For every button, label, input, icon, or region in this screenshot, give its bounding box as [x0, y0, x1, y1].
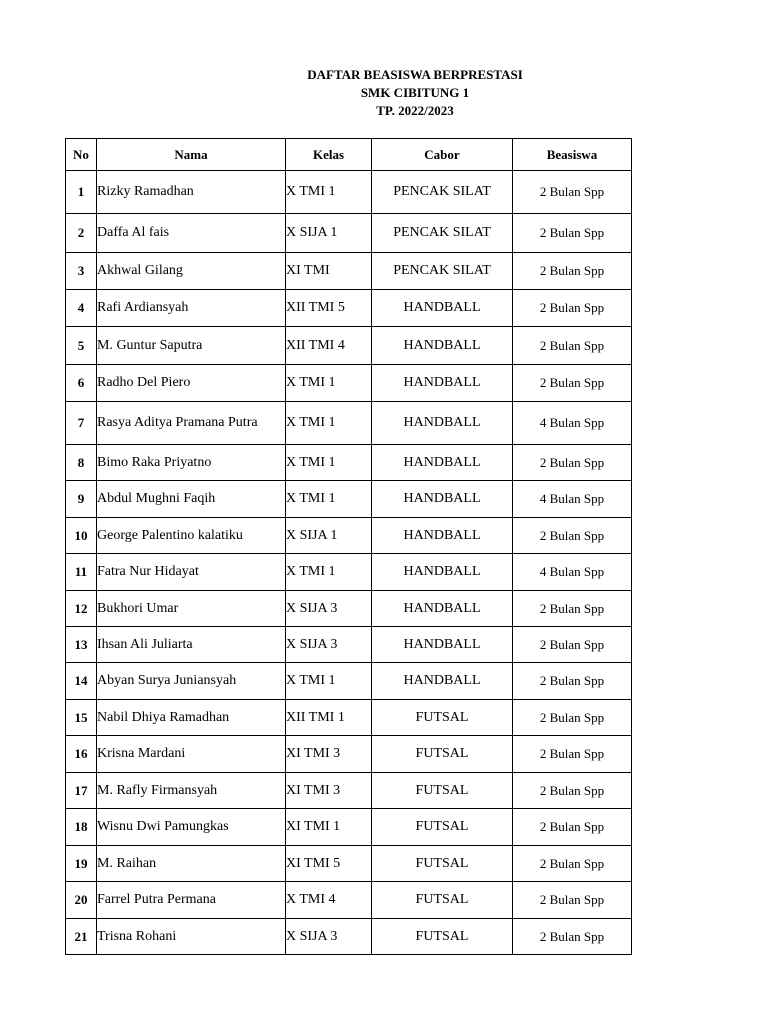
cell-beasiswa: 4 Bulan Spp	[513, 402, 632, 445]
cell-cabor: HANDBALL	[372, 554, 513, 591]
table-row	[66, 290, 632, 327]
cell-no: 15	[66, 700, 97, 736]
cell-cabor: HANDBALL	[372, 481, 513, 518]
cell-beasiswa: 2 Bulan Spp	[513, 919, 632, 955]
cell-nama: Wisnu Dwi Pamungkas	[97, 809, 286, 846]
cell-beasiswa: 2 Bulan Spp	[513, 365, 632, 402]
cell-no: 19	[66, 846, 97, 882]
cell-beasiswa: 2 Bulan Spp	[513, 214, 632, 253]
cell-no: 1	[66, 171, 97, 214]
cell-beasiswa: 2 Bulan Spp	[513, 253, 632, 290]
cell-beasiswa: 2 Bulan Spp	[513, 663, 632, 700]
table-row	[66, 214, 632, 253]
cell-no: 12	[66, 591, 97, 627]
table-row	[66, 402, 632, 445]
table-row	[66, 171, 632, 214]
cell-kelas: X TMI 1	[286, 171, 372, 214]
cell-cabor: FUTSAL	[372, 846, 513, 882]
cell-nama: Krisna Mardani	[97, 736, 286, 773]
cell-beasiswa: 4 Bulan Spp	[513, 481, 632, 518]
table-row	[66, 700, 632, 736]
cell-cabor: FUTSAL	[372, 919, 513, 955]
cell-beasiswa: 2 Bulan Spp	[513, 773, 632, 809]
cell-kelas: XII TMI 5	[286, 290, 372, 327]
cell-beasiswa: 2 Bulan Spp	[513, 846, 632, 882]
header-kelas: Kelas	[286, 139, 372, 171]
cell-kelas: XI TMI 3	[286, 736, 372, 773]
cell-nama: Akhwal Gilang	[97, 253, 286, 290]
cell-no: 9	[66, 481, 97, 518]
cell-no: 16	[66, 736, 97, 773]
cell-cabor: HANDBALL	[372, 290, 513, 327]
cell-nama: Trisna Rohani	[97, 919, 286, 955]
cell-nama: Rasya Aditya Pramana Putra	[97, 402, 286, 445]
cell-kelas: X SIJA 1	[286, 518, 372, 554]
cell-no: 13	[66, 627, 97, 663]
cell-cabor: FUTSAL	[372, 809, 513, 846]
cell-no: 6	[66, 365, 97, 402]
cell-no: 7	[66, 402, 97, 445]
table-body	[66, 171, 632, 955]
cell-nama: M. Guntur Saputra	[97, 327, 286, 365]
cell-cabor: HANDBALL	[372, 402, 513, 445]
cell-cabor: PENCAK SILAT	[372, 214, 513, 253]
cell-nama: Nabil Dhiya Ramadhan	[97, 700, 286, 736]
table-row	[66, 327, 632, 365]
cell-kelas: X TMI 1	[286, 554, 372, 591]
school-name: SMK CIBITUNG 1	[360, 85, 470, 100]
cell-beasiswa: 2 Bulan Spp	[513, 171, 632, 214]
cell-no: 10	[66, 518, 97, 554]
cell-no: 11	[66, 554, 97, 591]
cell-nama: Abyan Surya Juniansyah	[97, 663, 286, 700]
cell-beasiswa: 2 Bulan Spp	[513, 445, 632, 481]
cell-nama: Rizky Ramadhan	[97, 171, 286, 214]
table-row	[66, 253, 632, 290]
cell-no: 3	[66, 253, 97, 290]
cell-cabor: FUTSAL	[372, 736, 513, 773]
cell-cabor: FUTSAL	[372, 882, 513, 919]
cell-kelas: X TMI 1	[286, 445, 372, 481]
cell-no: 21	[66, 919, 97, 955]
table-row	[66, 554, 632, 591]
cell-nama: M. Raihan	[97, 846, 286, 882]
cell-kelas: XI TMI 5	[286, 846, 372, 882]
cell-nama: George Palentino kalatiku	[97, 518, 286, 554]
cell-cabor: HANDBALL	[372, 327, 513, 365]
cell-nama: M. Rafly Firmansyah	[97, 773, 286, 809]
cell-kelas: X SIJA 3	[286, 627, 372, 663]
table-row	[66, 445, 632, 481]
cell-kelas: X TMI 1	[286, 663, 372, 700]
cell-kelas: XI TMI	[286, 253, 372, 290]
table-row	[66, 736, 632, 773]
cell-beasiswa: 2 Bulan Spp	[513, 700, 632, 736]
cell-beasiswa: 2 Bulan Spp	[513, 591, 632, 627]
table-row	[66, 882, 632, 919]
cell-nama: Fatra Nur Hidayat	[97, 554, 286, 591]
cell-kelas: X SIJA 3	[286, 919, 372, 955]
table-row	[66, 591, 632, 627]
cell-cabor: HANDBALL	[372, 663, 513, 700]
cell-cabor: HANDBALL	[372, 445, 513, 481]
cell-nama: Farrel Putra Permana	[97, 882, 286, 919]
cell-no: 5	[66, 327, 97, 365]
cell-beasiswa: 2 Bulan Spp	[513, 809, 632, 846]
cell-nama: Bimo Raka Priyatno	[97, 445, 286, 481]
table-row	[66, 773, 632, 809]
cell-cabor: PENCAK SILAT	[372, 171, 513, 214]
cell-cabor: HANDBALL	[372, 365, 513, 402]
cell-kelas: X TMI 1	[286, 402, 372, 445]
header-beasiswa: Beasiswa	[513, 139, 632, 171]
cell-no: 18	[66, 809, 97, 846]
table-row	[66, 809, 632, 846]
cell-no: 8	[66, 445, 97, 481]
cell-kelas: X SIJA 3	[286, 591, 372, 627]
table-row	[66, 663, 632, 700]
school-year: TP. 2022/2023	[376, 103, 454, 118]
cell-no: 2	[66, 214, 97, 253]
cell-beasiswa: 2 Bulan Spp	[513, 327, 632, 365]
cell-cabor: HANDBALL	[372, 591, 513, 627]
cell-cabor: FUTSAL	[372, 773, 513, 809]
cell-beasiswa: 2 Bulan Spp	[513, 736, 632, 773]
table-row	[66, 481, 632, 518]
cell-beasiswa: 4 Bulan Spp	[513, 554, 632, 591]
table-header-row	[66, 139, 632, 171]
cell-no: 4	[66, 290, 97, 327]
cell-cabor: FUTSAL	[372, 700, 513, 736]
table-row	[66, 365, 632, 402]
cell-kelas: XI TMI 3	[286, 773, 372, 809]
cell-cabor: HANDBALL	[372, 518, 513, 554]
table-row	[66, 846, 632, 882]
cell-beasiswa: 2 Bulan Spp	[513, 627, 632, 663]
cell-kelas: X SIJA 1	[286, 214, 372, 253]
cell-kelas: XII TMI 1	[286, 700, 372, 736]
cell-kelas: X TMI 1	[286, 481, 372, 518]
cell-beasiswa: 2 Bulan Spp	[513, 882, 632, 919]
document-header	[285, 66, 545, 120]
cell-cabor: PENCAK SILAT	[372, 253, 513, 290]
table-row	[66, 518, 632, 554]
table-row	[66, 627, 632, 663]
cell-nama: Rafi Ardiansyah	[97, 290, 286, 327]
cell-kelas: X TMI 4	[286, 882, 372, 919]
cell-beasiswa: 2 Bulan Spp	[513, 290, 632, 327]
cell-no: 17	[66, 773, 97, 809]
document-title: DAFTAR BEASISWA BERPRESTASI	[307, 67, 523, 82]
cell-nama: Abdul Mughni Faqih	[97, 481, 286, 518]
header-nama: Nama	[97, 139, 286, 171]
cell-cabor: HANDBALL	[372, 627, 513, 663]
table-row	[66, 919, 632, 955]
scholarship-table	[65, 138, 632, 955]
cell-nama: Bukhori Umar	[97, 591, 286, 627]
cell-kelas: XI TMI 1	[286, 809, 372, 846]
cell-nama: Radho Del Piero	[97, 365, 286, 402]
cell-nama: Daffa Al fais	[97, 214, 286, 253]
cell-no: 20	[66, 882, 97, 919]
header-no: No	[66, 139, 97, 171]
cell-nama: Ihsan Ali Juliarta	[97, 627, 286, 663]
header-cabor: Cabor	[372, 139, 513, 171]
cell-kelas: X TMI 1	[286, 365, 372, 402]
cell-kelas: XII TMI 4	[286, 327, 372, 365]
cell-beasiswa: 2 Bulan Spp	[513, 518, 632, 554]
cell-no: 14	[66, 663, 97, 700]
